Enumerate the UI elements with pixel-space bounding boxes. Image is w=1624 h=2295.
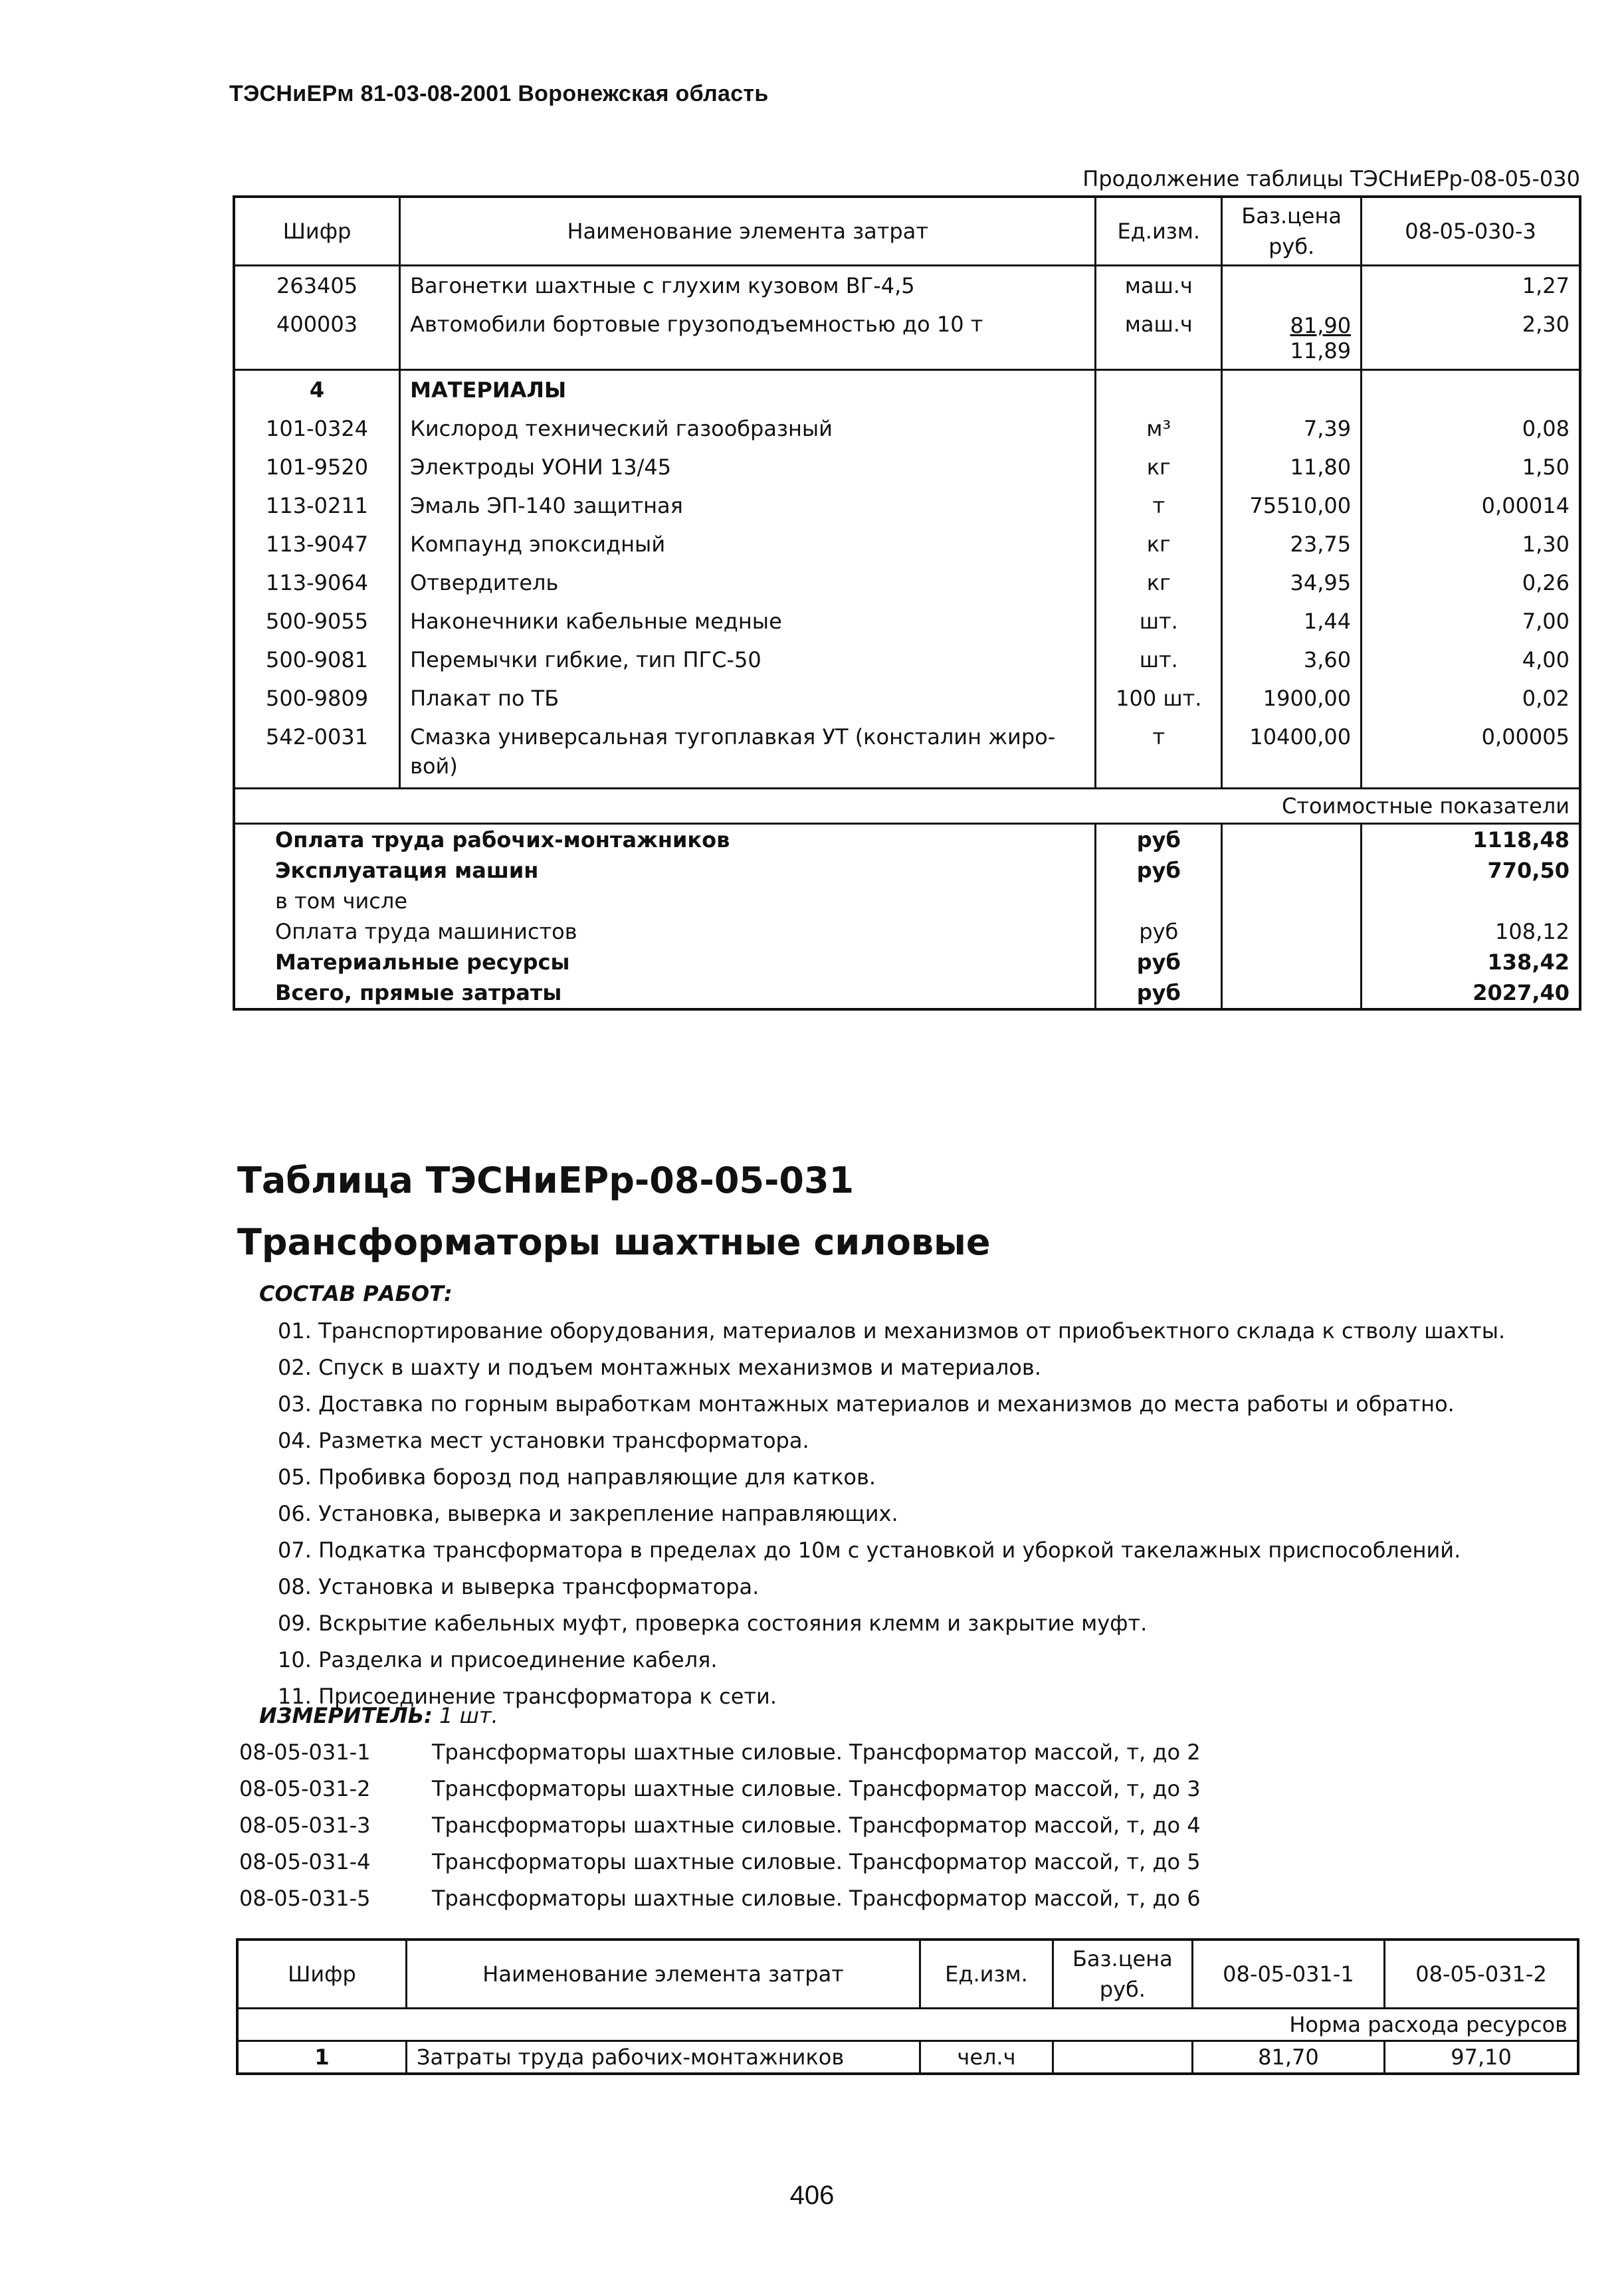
row-code: 500-9809 [234,679,400,718]
norm-codes-list [239,1734,1201,1917]
row-price-main: 81,90 [1290,313,1352,338]
row-price: 1,44 [1222,602,1362,641]
norm-description: Трансформаторы шахтные силовые. Трансформатор массой, т, до 6 [432,1886,1201,1911]
row-name: Эмаль ЭП-140 защитная [400,486,1096,525]
row-code: 101-0324 [234,409,400,448]
table-row [234,409,1580,448]
norm-description: Трансформаторы шахтные силовые. Трансформатор массой, т, до 3 [432,1776,1201,1801]
col-header-price: Баз.цена руб. [1053,1940,1192,2009]
row-unit: т [1096,718,1222,789]
col-header-code: Шифр [237,1940,407,2009]
norm-code-item [239,1734,1201,1771]
summary-label: Всего, прямые затраты [234,977,1096,1009]
summary-value: 138,42 [1362,947,1580,977]
row-code: 1 [237,2041,407,2074]
norm-code: 08-05-031-3 [239,1813,371,1838]
row-price: 1900,00 [1222,679,1362,718]
row-unit: кг [1096,525,1222,563]
table-row [234,266,1580,306]
row-price [1222,305,1362,370]
row-norm: 0,08 [1362,409,1580,448]
col-header-unit: Ед.изм. [920,1940,1053,2009]
work-item: 05. Пробивка борозд под направляющие для катков. [278,1464,876,1490]
row-norm: 1,30 [1362,525,1580,563]
work-item: 03. Доставка по горным выработкам монтажных материалов и механизмов до места работы и обратно. [278,1391,1455,1417]
row-name: Отвердитель [400,563,1096,602]
works-heading: СОСТАВ РАБОТ: [259,1281,453,1306]
row-unit: маш.ч [1096,305,1222,370]
table-row [234,718,1580,789]
section-name: МАТЕРИАЛЫ [400,370,1096,410]
col-header-price: Баз.цена руб. [1222,197,1362,266]
summary-price [1222,977,1362,1009]
norm-description: Трансформаторы шахтные силовые. Трансформатор массой, т, до 2 [432,1740,1201,1765]
row-norm-2: 97,10 [1385,2041,1578,2074]
row-unit: кг [1096,563,1222,602]
section-row-materials [234,370,1580,410]
row-norm: 2,30 [1362,305,1580,370]
row-price [1222,266,1362,306]
summary-unit: руб [1096,824,1222,856]
section-code: 4 [234,370,400,410]
work-item: 01. Транспортирование оборудования, материалов и механизмов от приобъектного склада к стволу шахты. [278,1318,1506,1344]
summary-price [1222,916,1362,947]
norm-label: Норма расхода ресурсов [237,2009,1578,2041]
row-name: Автомобили бортовые грузоподъемностью до 10 т [400,305,1096,370]
row-norm: 1,27 [1362,266,1580,306]
document-header: ТЭСНиЕРм 81-03-08-2001 Воронежская область [229,81,769,106]
row-code: 113-9047 [234,525,400,563]
col-header-norm-1: 08-05-031-1 [1192,1940,1384,2009]
table-row [234,602,1580,641]
summary-row [234,947,1580,977]
row-unit: кг [1096,448,1222,486]
norm-code: 08-05-031-5 [239,1886,371,1911]
row-code: 400003 [234,305,400,370]
work-item: 08. Установка и выверка трансформатора. [278,1574,760,1599]
norm-code-item [239,1771,1201,1807]
table-row [237,2041,1578,2074]
summary-label: Материальные ресурсы [234,947,1096,977]
measure-value: 1 шт. [439,1703,498,1728]
row-norm: 0,02 [1362,679,1580,718]
row-price: 7,39 [1222,409,1362,448]
norm-code-item [239,1844,1201,1880]
col-header-norm-2: 08-05-031-2 [1385,1940,1578,2009]
row-code: 500-9081 [234,641,400,679]
cost-indicators-label: Стоимостные показатели [234,789,1580,824]
summary-price [1222,886,1362,916]
summary-row [234,886,1580,916]
row-price: 75510,00 [1222,486,1362,525]
row-price: 11,80 [1222,448,1362,486]
table-row [234,563,1580,602]
table2-header-row [237,1940,1578,2009]
row-unit: 100 шт. [1096,679,1222,718]
col-header-code: Шифр [234,197,400,266]
row-norm: 0,00014 [1362,486,1580,525]
row-unit: шт. [1096,641,1222,679]
norm-description: Трансформаторы шахтные силовые. Трансформатор массой, т, до 5 [432,1849,1201,1874]
row-price: 10400,00 [1222,718,1362,789]
row-code: 500-9055 [234,602,400,641]
summary-label: Эксплуатация машин [234,855,1096,886]
summary-label: Оплата труда рабочих-монтажников [234,824,1096,856]
row-price: 3,60 [1222,641,1362,679]
row-name: Электроды УОНИ 13/45 [400,448,1096,486]
summary-value: 770,50 [1362,855,1580,886]
row-norm: 0,00005 [1362,718,1580,789]
row-name: Затраты труда рабочих-монтажников [407,2041,920,2074]
row-code: 101-9520 [234,448,400,486]
summary-row [234,916,1580,947]
norm-code-item [239,1880,1201,1917]
col-header-name: Наименование элемента затрат [400,197,1096,266]
row-name: Плакат по ТБ [400,679,1096,718]
summary-row [234,824,1580,856]
resource-table-030 [233,195,1581,1011]
row-name: Кислород технический газообразный [400,409,1096,448]
row-norm: 7,00 [1362,602,1580,641]
summary-value [1362,886,1580,916]
summary-unit: руб [1096,916,1222,947]
summary-value: 1118,48 [1362,824,1580,856]
page-number: 406 [789,2181,835,2210]
row-norm-1: 81,70 [1192,2041,1384,2074]
norm-code: 08-05-031-4 [239,1849,371,1874]
resource-table-031 [236,1938,1579,2075]
table-row [234,448,1580,486]
table-row [234,679,1580,718]
work-item: 06. Установка, выверка и закрепление направляющих. [278,1501,898,1526]
row-code: 113-9064 [234,563,400,602]
summary-row [234,977,1580,1009]
row-name: Компаунд эпоксидный [400,525,1096,563]
measure-label: ИЗМЕРИТЕЛЬ: [259,1703,433,1728]
summary-unit [1096,886,1222,916]
cost-indicators-row [234,789,1580,824]
row-unit: м³ [1096,409,1222,448]
table-continuation-caption: Продолжение таблицы ТЭСНиЕРр-08-05-030 [1082,166,1580,191]
col-header-name: Наименование элемента затрат [407,1940,920,2009]
row-price [1053,2041,1192,2074]
summary-price [1222,947,1362,977]
summary-row [234,855,1580,886]
col-header-norm: 08-05-030-3 [1362,197,1580,266]
measure-line [259,1703,498,1728]
work-item: 09. Вскрытие кабельных муфт, проверка состояния клемм и закрытие муфт. [278,1611,1148,1636]
row-price-secondary: 11,89 [1290,338,1352,363]
row-code: 263405 [234,266,400,306]
summary-value: 108,12 [1362,916,1580,947]
row-price: 34,95 [1222,563,1362,602]
row-code: 113-0211 [234,486,400,525]
table-row [234,525,1580,563]
work-item: 02. Спуск в шахту и подъем монтажных механизмов и материалов. [278,1355,1041,1380]
summary-label: Оплата труда машинистов [234,916,1096,947]
row-unit: т [1096,486,1222,525]
work-item: 04. Разметка мест установки трансформатора. [278,1428,809,1453]
norm-code-item [239,1807,1201,1844]
table-row [234,486,1580,525]
table-subtitle: Трансформаторы шахтные силовые [237,1221,991,1263]
row-price: 23,75 [1222,525,1362,563]
row-norm: 0,26 [1362,563,1580,602]
work-item: 11. Присоединение трансформатора к сети. [278,1684,777,1709]
summary-unit: руб [1096,977,1222,1009]
row-norm: 1,50 [1362,448,1580,486]
summary-unit: руб [1096,947,1222,977]
row-name: Вагонетки шахтные с глухим кузовом ВГ-4,5 [400,266,1096,306]
row-code: 542-0031 [234,718,400,789]
summary-value: 2027,40 [1362,977,1580,1009]
summary-price [1222,824,1362,856]
row-norm: 4,00 [1362,641,1580,679]
row-name: Перемычки гибкие, тип ПГС-50 [400,641,1096,679]
table-title: Таблица ТЭСНиЕРр-08-05-031 [237,1159,855,1201]
work-item: 10. Разделка и присоединение кабеля. [278,1647,718,1672]
summary-price [1222,855,1362,886]
works-list [278,1313,1505,1715]
work-item: 07. Подкатка трансформатора в пределах до 10м с установкой и уборкой такелажных приспособлений. [278,1538,1461,1563]
summary-label: в том числе [234,886,1096,916]
row-unit: маш.ч [1096,266,1222,306]
summary-unit: руб [1096,855,1222,886]
col-header-unit: Ед.изм. [1096,197,1222,266]
row-name: Наконечники кабельные медные [400,602,1096,641]
norm-label-row [237,2009,1578,2041]
table-row [234,641,1580,679]
norm-description: Трансформаторы шахтные силовые. Трансформатор массой, т, до 4 [432,1813,1201,1838]
table-row [234,305,1580,370]
row-name: Смазка универсальная тугоплавкая УТ (консталин жиро-вой) [400,718,1096,789]
norm-code: 08-05-031-1 [239,1740,371,1765]
row-unit: чел.ч [920,2041,1053,2074]
table-header-row [234,197,1580,266]
norm-code: 08-05-031-2 [239,1776,371,1801]
row-unit: шт. [1096,602,1222,641]
